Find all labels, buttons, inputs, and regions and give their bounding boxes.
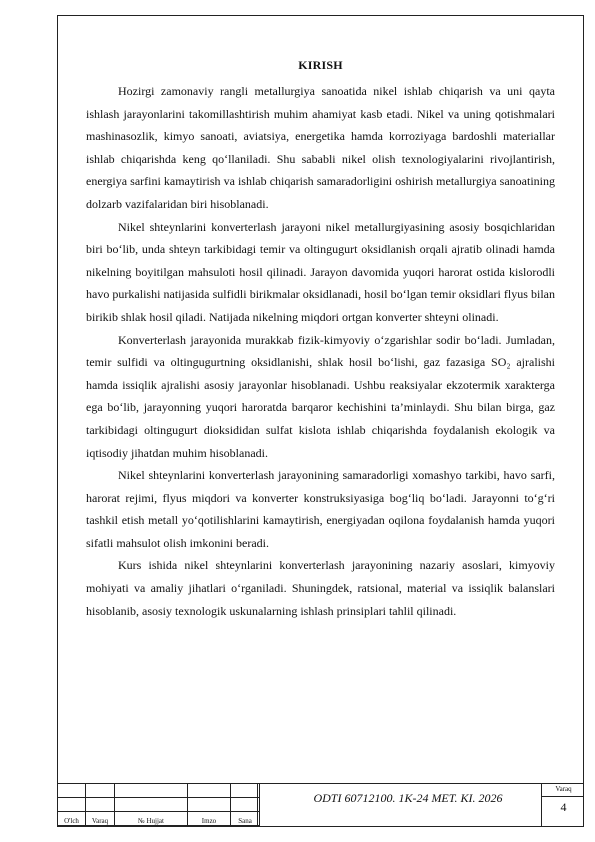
paragraph-3: Konverterlash jarayonida murakkab fizik-kimyoviy o‘zgarishlar sodir bo‘ladi. Jumladan, temir sulfidi va oltingugurtning oksidlanishi, shlak hosil bo‘lishi, gaz fazasiga SO₂ ajralishi hamda issiqlik ajralishi asosiy jarayonlar hisoblanadi. Ushbu reaksiyalar ekzotermik xarakterga ega bo‘lib, jarayonning yuqori haroratda barqaror kechishini ta’minlaydi. Shu bilan birga, gaz tarkibidagi oltingugurt dioksididan sulfat kislota ishlab chiqarishda foydalanish ekologik va iqtisodiy jihatdan muhim hisoblanadi. xyxy=(86,332,555,460)
col-varaq-label: Varaq xyxy=(86,812,115,826)
col-hujjat-label: № Hujjat xyxy=(115,812,188,826)
col-imzo-label: Imzo xyxy=(188,812,231,826)
paragraph-1: Hozirgi zamonaviy rangli metallurgiya sanoatida nikel ishlab chiqarish va uni qayta ishlash jarayonlarini takomillashtirish muhim ahamiyat kasb etadi. Nikel va uning qotishmalari mashinasozlik, kimyo sanoati, aviatsiya, energetika hamda korroziyaga bardoshli materiallar ishlab chiqarishda keng qo‘llaniladi. Shu sababli nikel olish texnologiyalarini rivojlantirish, energiya sarfini kamaytirish va ishlab chiqarish samaradorligini oshirish metallurgiya sanoatining dolzarb vazifalaridan biri hisoblanadi. xyxy=(86,84,555,211)
title-block xyxy=(57,783,584,827)
title-block-grid xyxy=(57,783,260,826)
col-sana-label: Sana xyxy=(231,812,260,826)
paragraph-2: Nikel shteynlarini konverterlash jarayoni nikel metallurgiyasining asosiy bosqichlaridan biri bo‘lib, unda shteyn tarkibidagi temir va oltingugurt oksidlanish orqali ajratib olinadi hamda nikelning boyitilgan mahsuloti hosil qilinadi. Jarayon davomida yuqori harorat ostida kislorodli havo purkalishi natijasida sulfidli birikmalar oksidlanadi, hosil bo‘lgan temir oksidlari flyus bilan birikib shlak hosil qiladi. Natijada nikelning miqdori ortgan konverter shteyni olinadi. xyxy=(86,219,555,324)
sheet-divider xyxy=(542,796,584,797)
col-olch-label: O'lch xyxy=(58,812,86,826)
body-text xyxy=(86,80,555,622)
section-heading: KIRISH xyxy=(298,58,343,72)
document-code: ODTI 60712100. 1K-24 MET. KI. 2026 xyxy=(313,791,503,805)
paragraph-5: Kurs ishida nikel shteynlarini konverterlash jarayonining nazariy asoslari, kimyoviy mohiyati va amaliy jihatlari o‘rganiladi. Shuningdek, ratsional, material va issiqlik balanslari hisoblanib, asosiy texnologik uskunalarning ishlash prinsiplari tahlil qilinadi. xyxy=(86,558,555,618)
sheet-number: 4 xyxy=(560,800,567,814)
sheet-label: Varaq xyxy=(555,785,572,793)
document-code-cell xyxy=(257,783,557,827)
paragraph-4: Nikel shteynlarini konverterlash jarayonining samaradorligi xomashyo tarkibi, havo sarfi, harorat rejimi, flyus miqdori va konverter konstruksiyasiga bog‘liq bo‘ladi. Jarayonni to‘g‘ri tashkil etish metall yo‘qotilishlarini kamaytirish, energiyadan oqilona foydalanish hamda yuqori sifatli mahsulot olish imkonini beradi. xyxy=(86,468,555,550)
sheet-cell xyxy=(541,783,584,827)
